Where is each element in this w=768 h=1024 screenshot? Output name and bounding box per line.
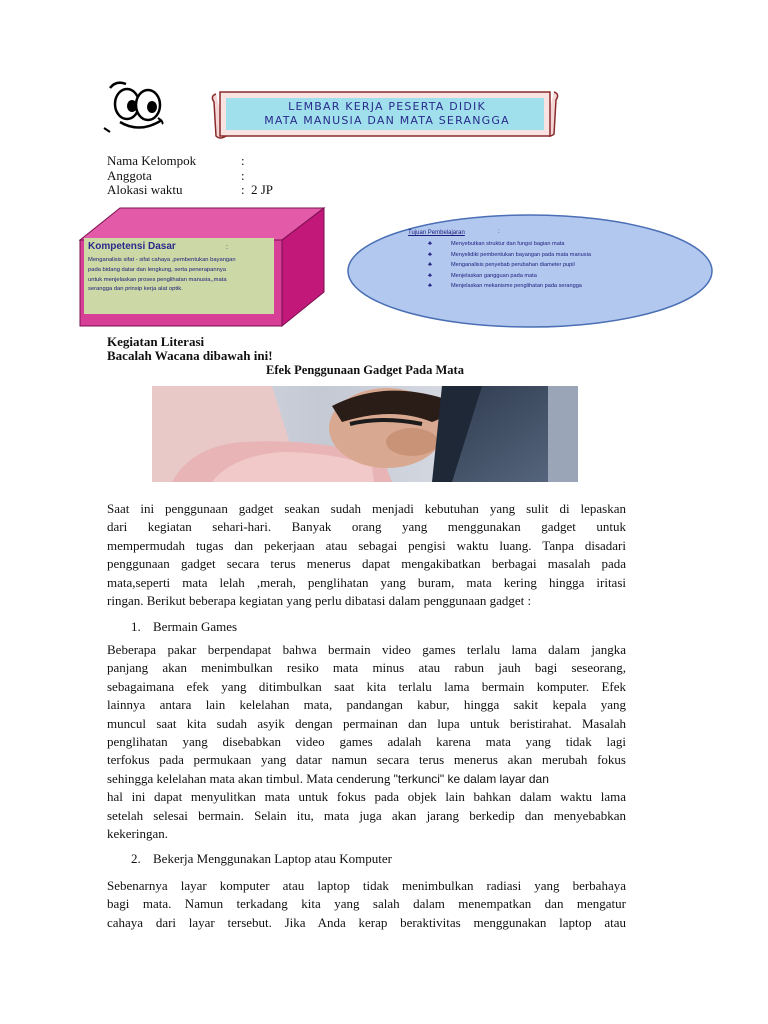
club-bullet-icon: ♣ [428,262,432,268]
list-number: 2. [131,851,141,866]
objectives-title: Tujuan Pembelajaran [408,230,465,236]
paragraph-line: bagi mata. Namun terkadang kita yang salah dalam menempatkan dan mengatur [107,896,626,912]
paragraph-line [107,770,626,788]
competency-line: untuk menjelaskan proses penglihatan manusia,,mata [88,276,227,283]
paragraph-line-tail: "terkunci" ke dalam layar dan [393,771,549,786]
club-bullet-icon: ♣ [428,251,432,258]
games-paragraph [107,641,626,843]
paragraph-line: terfokus pada permukaan yang datar namun secara terus menerus akan merubah fokus [107,752,626,768]
list-label: Bekerja Menggunakan Laptop atau Komputer [153,851,392,866]
banner-line-1: LEMBAR KERJA PESERTA DIDIK [288,100,486,113]
tired-person-at-computer-photo [152,386,578,482]
intro-paragraph [107,500,626,610]
objective-item [428,239,688,250]
banner-title [226,100,548,128]
paragraph-line: hal ini dapat menyulitkan mata untuk fokus pada objek lain bahkan dalam waktu lama [107,789,626,805]
paragraph-line: lainnya antara lain kelelahan mata, pandangan kabur, hingga sakit kepala yang [107,697,626,713]
laptop-paragraph [107,877,626,932]
paragraph-line: muncul saat kita sudah asyik dengan permainan dan lupa untuk beristirahat. Masalah [107,715,626,731]
smiley-face-icon [100,78,176,140]
list-label: Bermain Games [153,619,238,634]
article-title: Efek Penggunaan Gadget Pada Mata [266,363,464,377]
group-name-label: Nama Kelompok [107,153,197,168]
paragraph-line: penggunaan gadget secara terus menerus dapat mengakibatkan berbagai masalah pada [107,556,626,572]
paragraph-line-start: sehingga kelelahan mata akan timbul. Mata cenderung [107,770,394,786]
paragraph-line: Beberapa pakar berpendapat bahwa bermain video games terlalu lama dalam jangka [107,642,626,657]
paragraph-line: sebagaimana efek yang ditimbulkan saat kita terlalu lama bermain komputer. Efek [107,678,626,694]
reading-instruction: Bacalah Wacana dibawah ini! [107,348,273,363]
competency-line: serangga dan prinsip kerja alat optik. [88,286,183,293]
paragraph-line: ringan. Berikut beberapa kegiatan yang perlu dibatasi dalam penggunaan gadget : [107,592,532,608]
club-bullet-icon: ♣ [428,272,432,279]
list-number: 1. [131,619,141,634]
members-colon: : [241,167,245,183]
paragraph-line: panjang akan menimbulkan resiko mata minus atau rabun jauh bagi seseorang, [107,660,626,676]
competency-line: Menganalisis sifat - sifat cahaya ,pembentukan bayangan [88,257,236,263]
competency-line: pada bidang datar dan lengkung, serta penerapannya [88,266,226,273]
paragraph-line: setelah selesai bermain. Selain itu, mata juga akan jarang berkedip dan menyebabkan [107,807,626,823]
paragraph-line: Sebenarnya layar komputer atau laptop tidak menimbulkan radiasi yang berbahaya [107,878,626,893]
objectives-colon: : [498,229,500,235]
banner-line-2: MATA MANUSIA DAN MATA SERANGGA [264,114,510,127]
objective-item [428,250,688,261]
paragraph-line: Saat ini penggunaan gadget seakan sudah menjadi kebutuhan yang sulit di lepaskan [107,501,626,516]
competency-colon: : [226,244,228,251]
objectives-list [428,239,688,292]
paragraph-line: penglihatan yang disebabkan video games adalah karena mata yang tidak lagi [107,733,626,749]
paragraph-line: cahaya dari layar tersebut. Jika Anda kerap beraktivitas menggunakan laptop atau [107,914,626,930]
members-label: Anggota [107,167,152,183]
objective-text: Menganalisis penyebab perubahan diameter pupil [451,262,575,268]
time-allocation-label: Alokasi waktu [107,182,183,197]
list-item-laptop [131,851,392,867]
club-bullet-icon: ♣ [428,241,432,247]
objective-text: Menjelaskan mekanisme penglihatan pada serangga [451,283,582,289]
competency-text [88,256,274,295]
group-name-colon: : [241,153,245,168]
paragraph-line: mata,seperti mata lelah ,merah, penglihatan yang buram, mata kering hingga iritasi [107,574,626,590]
time-allocation-value: 2 JP [251,182,274,197]
section-heading-literacy: Kegiatan Literasi [107,334,205,349]
club-bullet-icon: ♣ [428,283,432,289]
objective-text: Menyebutkan struktur dan fungsi bagian mata [451,241,565,247]
paragraph-line: kekeringan. [107,825,169,841]
list-item-bermain-games [131,619,237,635]
objective-item [428,260,688,271]
competency-title: Kompetensi Dasar [88,241,176,252]
objective-text: Menyelidiki pembentukan bayangan pada mata manusia [451,251,591,258]
paragraph-line: mempermudah tugas dan pekerjaan atau sebagai pengisi waktu luang. Tanpa disadari [107,537,626,553]
paragraph-line: dari kegiatan sehari-hari. Banyak orang yang menggunakan gadget untuk [107,519,626,535]
objective-text: Menjelaskan gangguan pada mata [451,272,537,279]
objective-item [428,281,688,292]
objective-item [428,271,688,282]
time-allocation-colon: : [241,182,245,197]
